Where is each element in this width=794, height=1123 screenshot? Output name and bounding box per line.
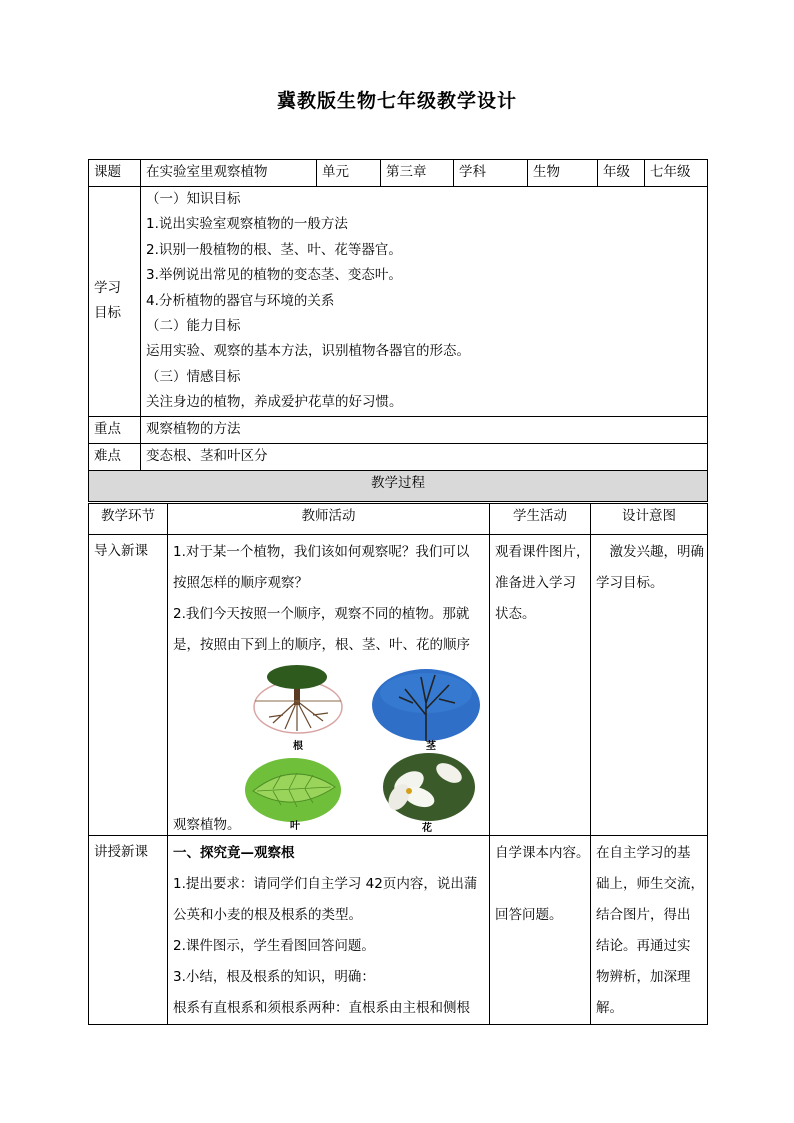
intro-student-activity: 观看课件图片， 准备进入学习 状态。 [490, 535, 591, 836]
lecture-teacher-activity [168, 836, 490, 1025]
lecture-design-intent: 在自主学习的基 础上，师生交流， 结合图片，得出 结论。再通过实 物辨析，加深理 解。 [591, 836, 708, 1025]
unit-label: 单元 [317, 160, 381, 187]
process-title: 教学过程 [89, 470, 708, 501]
lecture-stage: 讲授新课 [89, 836, 168, 1025]
teacher-line: 公英和小麦的根及根系的类型。 [173, 907, 362, 923]
teacher-line: 2.我们今天按照一个顺序，观察不同的植物。那就 [173, 606, 470, 622]
plant-organ-images [173, 663, 484, 835]
difficulty-value: 变态根、茎和叶区分 [141, 443, 708, 470]
flower-image [383, 753, 475, 821]
goal-line: 2.识别一般植物的根、茎、叶、花等器官。 [146, 241, 402, 258]
teacher-line-end: 观察植物。 [173, 817, 241, 833]
process-title-row [89, 470, 708, 501]
subject-label: 学科 [454, 160, 528, 187]
teacher-line: 1.提出要求：请同学们自主学习 42页内容，说出蒲 [173, 876, 478, 892]
goals-label: 学习 目标 [89, 187, 141, 417]
goal-line: （一）知识目标 [146, 191, 241, 207]
teacher-line: 根系有直根系和须根系两种：直根系由主根和侧根 [173, 1000, 470, 1016]
subject-value: 生物 [528, 160, 598, 187]
lesson-plan-table [88, 159, 708, 502]
difficulty-label: 难点 [89, 443, 141, 470]
intro-teacher-activity [168, 535, 490, 836]
col-student: 学生活动 [490, 504, 591, 535]
topic-label: 课题 [89, 160, 141, 187]
goal-line: （三）情感目标 [146, 368, 241, 385]
teacher-line: 1.对于某一个植物，我们该如何观察呢？我们可以 [173, 544, 470, 560]
flower-label: 花 [422, 823, 432, 834]
goal-line: 关注身边的植物，养成爱护花草的好习惯。 [146, 394, 403, 411]
plant-images-svg [173, 663, 485, 835]
learning-goals-row [89, 187, 708, 417]
unit-value: 第三章 [381, 160, 454, 187]
lecture-row [89, 836, 708, 1025]
teacher-line: 2.课件图示，学生看图回答问题。 [173, 938, 375, 954]
key-point-row [89, 416, 708, 443]
teacher-line: 是，按照由下到上的顺序，根、茎、叶、花的顺序 [173, 637, 470, 653]
intro-row [89, 535, 708, 836]
lecture-heading: 一、探究竟—观察根 [173, 845, 295, 861]
process-column-headers [89, 504, 708, 535]
root-image [254, 665, 342, 733]
lecture-student-activity: 自学课本内容。 回答问题。 [490, 836, 591, 1025]
leaf-image [245, 758, 341, 822]
goal-line: 4.分析植物的器官与环境的关系 [146, 292, 335, 309]
goal-line: 3.举例说出常见的植物的变态茎、变态叶。 [146, 267, 402, 284]
teacher-line: 按照怎样的顺序观察？ [173, 575, 308, 591]
goal-line: （二）能力目标 [146, 318, 241, 335]
grade-value: 七年级 [645, 160, 708, 187]
root-label: 根 [293, 741, 303, 752]
teacher-line: 3.小结，根及根系的知识，明确： [173, 969, 375, 985]
topic-value: 在实验室里观察植物 [141, 160, 317, 187]
stem-label: 茎 [426, 741, 436, 752]
key-point-label: 重点 [89, 416, 141, 443]
col-stage: 教学环节 [89, 504, 168, 535]
intro-design-intent: 激发兴趣，明确 学习目标。 [591, 535, 708, 836]
leaf-label: 叶 [290, 821, 300, 832]
key-point-value: 观察植物的方法 [141, 416, 708, 443]
col-teacher: 教师活动 [168, 504, 490, 535]
goals-content [141, 187, 708, 417]
col-intent: 设计意图 [591, 504, 708, 535]
document-title: 冀教版生物七年级教学设计 [276, 90, 517, 112]
process-table [88, 503, 708, 1025]
difficulty-row [89, 443, 708, 470]
goal-line: 1.说出实验室观察植物的一般方法 [146, 216, 348, 233]
intro-stage: 导入新课 [89, 535, 168, 836]
goal-line: 运用实验、观察的基本方法，识别植物各器官的形态。 [146, 343, 470, 360]
stem-image [372, 669, 480, 741]
header-row [89, 160, 708, 187]
grade-label: 年级 [598, 160, 645, 187]
